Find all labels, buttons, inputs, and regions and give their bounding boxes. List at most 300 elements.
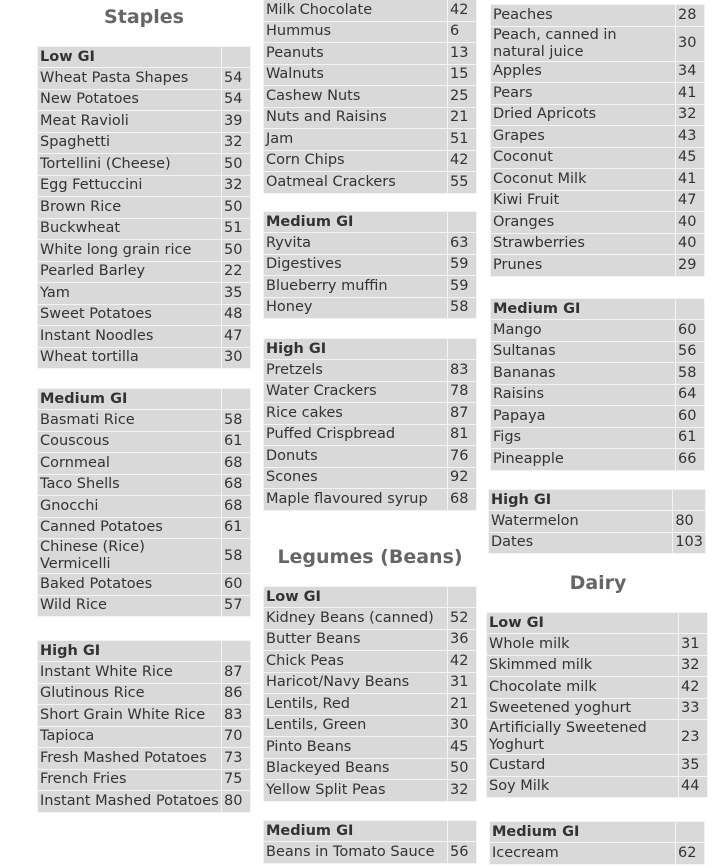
gi-value-cell: 6 xyxy=(448,21,477,43)
gi-value-cell: 70 xyxy=(222,726,251,748)
gi-value-cell: 62 xyxy=(676,843,705,865)
food-name-cell: Papaya xyxy=(491,406,676,428)
header-value-cell xyxy=(448,212,477,233)
food-name-cell: Tortellini (Cheese) xyxy=(38,154,222,176)
food-name-cell: Blueberry muffin xyxy=(264,276,448,298)
food-name-cell: Coconut Milk xyxy=(491,169,676,191)
table-row xyxy=(38,154,251,176)
table-row xyxy=(491,449,705,471)
food-name-cell: Digestives xyxy=(264,254,448,276)
gi-value-cell: 75 xyxy=(222,769,251,791)
food-name-cell: Lentils, Red xyxy=(264,694,448,716)
table-header-row xyxy=(490,822,705,843)
gi-value-cell: 54 xyxy=(222,89,251,111)
dairy-medium-gi-table xyxy=(489,821,705,865)
gi-value-cell: 32 xyxy=(222,132,251,154)
gi-value-cell: 23 xyxy=(679,720,708,755)
gi-value-cell: 33 xyxy=(679,698,708,720)
table-header-row xyxy=(487,613,708,634)
gi-value-cell: 21 xyxy=(448,694,477,716)
food-name-cell: Cornmeal xyxy=(38,453,222,475)
food-name-cell: French Fries xyxy=(38,769,222,791)
gi-category-header: Low GI xyxy=(38,47,222,68)
gi-value-cell: 58 xyxy=(222,410,251,432)
table-row xyxy=(38,748,251,770)
gi-value-cell: 15 xyxy=(448,64,477,86)
table-row xyxy=(38,410,251,432)
food-name-cell: Basmati Rice xyxy=(38,410,222,432)
food-name-cell: Kidney Beans (canned) xyxy=(264,608,448,630)
gi-value-cell: 30 xyxy=(448,715,477,737)
table-row xyxy=(38,496,251,518)
food-name-cell: Scones xyxy=(264,467,448,489)
gi-value-cell: 58 xyxy=(222,539,251,574)
gi-value-cell: 35 xyxy=(679,755,708,777)
gi-value-cell: 87 xyxy=(448,403,477,425)
table-row xyxy=(490,843,705,865)
table-row xyxy=(264,107,477,129)
table-row xyxy=(38,431,251,453)
table-row xyxy=(491,190,705,212)
food-name-cell: Grapes xyxy=(491,126,676,148)
food-name-cell: Nuts and Raisins xyxy=(264,107,448,129)
table-row xyxy=(491,255,705,277)
table-row xyxy=(38,595,251,617)
table-row xyxy=(264,360,477,382)
fruit-table xyxy=(490,4,705,277)
gi-value-cell: 45 xyxy=(676,147,705,169)
gi-value-cell: 36 xyxy=(448,629,477,651)
food-name-cell: Chinese (Rice) Vermicelli xyxy=(38,539,222,574)
snacks-high-gi-table xyxy=(263,338,477,511)
table-row xyxy=(264,254,477,276)
gi-value-cell: 68 xyxy=(222,453,251,475)
gi-value-cell: 83 xyxy=(222,705,251,727)
table-row xyxy=(264,233,477,255)
gi-value-cell: 28 xyxy=(676,5,705,27)
table-row xyxy=(264,150,477,172)
table-header-row xyxy=(38,641,251,662)
gi-value-cell: 47 xyxy=(222,326,251,348)
gi-value-cell: 45 xyxy=(448,737,477,759)
gi-value-cell: 54 xyxy=(222,68,251,90)
food-name-cell: Honey xyxy=(264,297,448,319)
table-row xyxy=(264,0,477,21)
gi-value-cell: 56 xyxy=(448,842,477,864)
staples-title: Staples xyxy=(104,6,184,28)
table-row xyxy=(38,261,251,283)
table-row xyxy=(491,147,705,169)
gi-value-cell: 47 xyxy=(676,190,705,212)
header-value-cell xyxy=(676,299,705,320)
table-row xyxy=(264,381,477,403)
food-name-cell: Yam xyxy=(38,283,222,305)
table-row xyxy=(264,21,477,43)
table-row xyxy=(38,769,251,791)
gi-value-cell: 25 xyxy=(448,86,477,108)
table-row xyxy=(487,634,708,656)
gi-value-cell: 50 xyxy=(222,197,251,219)
table-row xyxy=(264,842,477,864)
food-name-cell: Instant Noodles xyxy=(38,326,222,348)
table-row xyxy=(38,347,251,369)
table-header-row xyxy=(38,389,251,410)
gi-value-cell: 34 xyxy=(676,61,705,83)
food-name-cell: Butter Beans xyxy=(264,629,448,651)
table-row xyxy=(264,672,477,694)
table-row xyxy=(38,474,251,496)
food-name-cell: Wild Rice xyxy=(38,595,222,617)
gi-value-cell: 61 xyxy=(222,517,251,539)
food-name-cell: Raisins xyxy=(491,384,676,406)
food-name-cell: Oatmeal Crackers xyxy=(264,172,448,194)
table-row xyxy=(38,517,251,539)
food-name-cell: Icecream xyxy=(490,843,676,865)
food-name-cell: Dates xyxy=(489,532,673,554)
gi-value-cell: 87 xyxy=(222,662,251,684)
gi-value-cell: 68 xyxy=(448,489,477,511)
table-row xyxy=(491,341,705,363)
table-row xyxy=(264,43,477,65)
food-name-cell: Brown Rice xyxy=(38,197,222,219)
table-row xyxy=(491,384,705,406)
table-row xyxy=(491,320,705,342)
food-name-cell: Sultanas xyxy=(491,341,676,363)
table-row xyxy=(38,132,251,154)
table-row xyxy=(487,720,708,755)
food-name-cell: Canned Potatoes xyxy=(38,517,222,539)
gi-category-header: Medium GI xyxy=(264,821,448,842)
gi-value-cell: 30 xyxy=(676,26,705,61)
table-row xyxy=(489,532,706,554)
food-name-cell: Artificially Sweetened Yoghurt xyxy=(487,720,679,755)
table-row xyxy=(264,629,477,651)
header-value-cell xyxy=(679,613,708,634)
snacks-medium-gi-table xyxy=(263,211,477,319)
gi-category-header: High GI xyxy=(264,339,448,360)
food-name-cell: Gnocchi xyxy=(38,496,222,518)
table-row xyxy=(264,715,477,737)
table-row xyxy=(491,169,705,191)
table-row xyxy=(264,86,477,108)
dairy-low-gi-table xyxy=(486,612,708,798)
gi-value-cell: 73 xyxy=(222,748,251,770)
food-name-cell: Egg Fettuccini xyxy=(38,175,222,197)
food-name-cell: Cashew Nuts xyxy=(264,86,448,108)
food-name-cell: Peanuts xyxy=(264,43,448,65)
food-name-cell: Blackeyed Beans xyxy=(264,758,448,780)
gi-value-cell: 22 xyxy=(222,261,251,283)
gi-value-cell: 39 xyxy=(222,111,251,133)
food-name-cell: Buckwheat xyxy=(38,218,222,240)
food-name-cell: Sweet Potatoes xyxy=(38,304,222,326)
table-row xyxy=(38,197,251,219)
gi-value-cell: 80 xyxy=(222,791,251,813)
header-value-cell xyxy=(222,47,251,68)
table-row xyxy=(264,64,477,86)
food-name-cell: Custard xyxy=(487,755,679,777)
gi-category-header: Medium GI xyxy=(38,389,222,410)
staples-high-gi-table xyxy=(37,640,251,813)
food-name-cell: Instant White Rice xyxy=(38,662,222,684)
food-name-cell: Puffed Crispbread xyxy=(264,424,448,446)
header-value-cell xyxy=(222,389,251,410)
gi-value-cell: 41 xyxy=(676,83,705,105)
food-name-cell: Hummus xyxy=(264,21,448,43)
food-name-cell: Water Crackers xyxy=(264,381,448,403)
food-name-cell: Dried Apricots xyxy=(491,104,676,126)
legumes-medium-gi-table xyxy=(263,820,477,864)
snacks-table xyxy=(263,0,477,194)
food-name-cell: Pearled Barley xyxy=(38,261,222,283)
gi-value-cell: 35 xyxy=(222,283,251,305)
table-row xyxy=(491,5,705,27)
food-name-cell: Wheat tortilla xyxy=(38,347,222,369)
gi-value-cell: 40 xyxy=(676,212,705,234)
food-name-cell: Coconut xyxy=(491,147,676,169)
food-name-cell: Maple flavoured syrup xyxy=(264,489,448,511)
gi-value-cell: 21 xyxy=(448,107,477,129)
food-name-cell: Instant Mashed Potatoes xyxy=(38,791,222,813)
gi-value-cell: 40 xyxy=(676,233,705,255)
table-row xyxy=(264,403,477,425)
table-row xyxy=(491,212,705,234)
food-name-cell: Watermelon xyxy=(489,511,673,533)
food-name-cell: Pretzels xyxy=(264,360,448,382)
table-header-row xyxy=(264,212,477,233)
gi-category-header: High GI xyxy=(489,490,673,511)
table-row xyxy=(491,363,705,385)
table-row xyxy=(38,705,251,727)
gi-value-cell: 42 xyxy=(448,0,477,21)
table-row xyxy=(38,218,251,240)
table-row xyxy=(38,791,251,813)
table-row xyxy=(38,240,251,262)
table-row xyxy=(487,755,708,777)
gi-value-cell: 51 xyxy=(222,218,251,240)
header-value-cell xyxy=(448,821,477,842)
gi-value-cell: 50 xyxy=(448,758,477,780)
gi-value-cell: 60 xyxy=(676,320,705,342)
food-name-cell: Yellow Split Peas xyxy=(264,780,448,802)
food-name-cell: Kiwi Fruit xyxy=(491,190,676,212)
table-row xyxy=(264,758,477,780)
gi-value-cell: 63 xyxy=(448,233,477,255)
header-value-cell xyxy=(676,822,705,843)
food-name-cell: Chick Peas xyxy=(264,651,448,673)
gi-value-cell: 32 xyxy=(448,780,477,802)
table-row xyxy=(38,662,251,684)
header-value-cell xyxy=(222,641,251,662)
table-row xyxy=(491,427,705,449)
gi-category-header: Medium GI xyxy=(490,822,676,843)
gi-value-cell: 58 xyxy=(448,297,477,319)
table-row xyxy=(38,726,251,748)
gi-value-cell: 86 xyxy=(222,683,251,705)
food-name-cell: White long grain rice xyxy=(38,240,222,262)
table-row xyxy=(487,655,708,677)
table-row xyxy=(491,233,705,255)
table-row xyxy=(489,511,706,533)
gi-value-cell: 60 xyxy=(222,574,251,596)
gi-value-cell: 32 xyxy=(676,104,705,126)
food-name-cell: Baked Potatoes xyxy=(38,574,222,596)
gi-value-cell: 43 xyxy=(676,126,705,148)
gi-value-cell: 76 xyxy=(448,446,477,468)
header-value-cell xyxy=(673,490,706,511)
food-name-cell: Short Grain White Rice xyxy=(38,705,222,727)
gi-category-header: Medium GI xyxy=(264,212,448,233)
food-name-cell: Mango xyxy=(491,320,676,342)
gi-value-cell: 32 xyxy=(679,655,708,677)
gi-value-cell: 42 xyxy=(679,677,708,699)
table-row xyxy=(264,172,477,194)
gi-value-cell: 57 xyxy=(222,595,251,617)
gi-category-header: High GI xyxy=(38,641,222,662)
gi-value-cell: 103 xyxy=(673,532,706,554)
table-row xyxy=(264,780,477,802)
food-name-cell: Skimmed milk xyxy=(487,655,679,677)
food-name-cell: Strawberries xyxy=(491,233,676,255)
table-row xyxy=(264,737,477,759)
table-header-row xyxy=(264,587,477,608)
table-row xyxy=(491,61,705,83)
table-row xyxy=(38,89,251,111)
gi-value-cell: 30 xyxy=(222,347,251,369)
food-name-cell: Walnuts xyxy=(264,64,448,86)
table-row xyxy=(491,126,705,148)
food-name-cell: Taco Shells xyxy=(38,474,222,496)
table-row xyxy=(264,424,477,446)
gi-category-header: Medium GI xyxy=(491,299,676,320)
table-row xyxy=(491,406,705,428)
food-name-cell: Meat Ravioli xyxy=(38,111,222,133)
table-row xyxy=(491,83,705,105)
food-name-cell: Lentils, Green xyxy=(264,715,448,737)
header-value-cell xyxy=(448,587,477,608)
gi-value-cell: 55 xyxy=(448,172,477,194)
gi-category-header: Low GI xyxy=(264,587,448,608)
table-row xyxy=(38,68,251,90)
gi-value-cell: 66 xyxy=(676,449,705,471)
food-name-cell: Pinto Beans xyxy=(264,737,448,759)
gi-value-cell: 52 xyxy=(448,608,477,630)
table-row xyxy=(264,129,477,151)
gi-value-cell: 48 xyxy=(222,304,251,326)
table-row xyxy=(491,104,705,126)
table-row xyxy=(38,283,251,305)
food-name-cell: Bananas xyxy=(491,363,676,385)
table-row xyxy=(264,694,477,716)
food-name-cell: Pears xyxy=(491,83,676,105)
gi-value-cell: 32 xyxy=(222,175,251,197)
gi-value-cell: 58 xyxy=(676,363,705,385)
table-row xyxy=(38,175,251,197)
food-name-cell: Pineapple xyxy=(491,449,676,471)
gi-value-cell: 64 xyxy=(676,384,705,406)
food-name-cell: Chocolate milk xyxy=(487,677,679,699)
food-name-cell: Soy Milk xyxy=(487,776,679,798)
gi-value-cell: 59 xyxy=(448,254,477,276)
food-name-cell: Beans in Tomato Sauce xyxy=(264,842,448,864)
fruit-high-gi-table xyxy=(488,489,706,554)
gi-value-cell: 68 xyxy=(222,474,251,496)
food-name-cell: Oranges xyxy=(491,212,676,234)
gi-value-cell: 13 xyxy=(448,43,477,65)
table-row xyxy=(264,276,477,298)
table-row xyxy=(38,574,251,596)
food-name-cell: Whole milk xyxy=(487,634,679,656)
food-name-cell: Couscous xyxy=(38,431,222,453)
staples-medium-gi-table xyxy=(37,388,251,617)
table-header-row xyxy=(38,47,251,68)
table-row xyxy=(487,776,708,798)
food-name-cell: Fresh Mashed Potatoes xyxy=(38,748,222,770)
gi-value-cell: 56 xyxy=(676,341,705,363)
table-header-row xyxy=(264,821,477,842)
food-name-cell: Haricot/Navy Beans xyxy=(264,672,448,694)
table-row xyxy=(264,651,477,673)
gi-value-cell: 31 xyxy=(679,634,708,656)
gi-value-cell: 78 xyxy=(448,381,477,403)
food-name-cell: Glutinous Rice xyxy=(38,683,222,705)
table-header-row xyxy=(264,339,477,360)
gi-value-cell: 50 xyxy=(222,154,251,176)
table-row xyxy=(487,698,708,720)
table-row xyxy=(264,446,477,468)
gi-value-cell: 61 xyxy=(676,427,705,449)
gi-value-cell: 92 xyxy=(448,467,477,489)
food-name-cell: Ryvita xyxy=(264,233,448,255)
gi-value-cell: 41 xyxy=(676,169,705,191)
food-name-cell: Prunes xyxy=(491,255,676,277)
gi-value-cell: 51 xyxy=(448,129,477,151)
food-name-cell: Milk Chocolate xyxy=(264,0,448,21)
legumes-title: Legumes (Beans) xyxy=(277,546,463,568)
gi-category-header: Low GI xyxy=(487,613,679,634)
food-name-cell: Jam xyxy=(264,129,448,151)
food-name-cell: New Potatoes xyxy=(38,89,222,111)
food-name-cell: Donuts xyxy=(264,446,448,468)
dairy-title: Dairy xyxy=(569,572,627,594)
gi-value-cell: 61 xyxy=(222,431,251,453)
table-header-row xyxy=(489,490,706,511)
gi-value-cell: 68 xyxy=(222,496,251,518)
table-row xyxy=(38,539,251,574)
table-row xyxy=(38,683,251,705)
food-name-cell: Peaches xyxy=(491,5,676,27)
legumes-low-gi-table xyxy=(263,586,477,802)
gi-value-cell: 83 xyxy=(448,360,477,382)
gi-value-cell: 31 xyxy=(448,672,477,694)
food-name-cell: Rice cakes xyxy=(264,403,448,425)
table-row xyxy=(264,489,477,511)
table-row xyxy=(38,304,251,326)
table-header-row xyxy=(491,299,705,320)
food-name-cell: Sweetened yoghurt xyxy=(487,698,679,720)
table-row xyxy=(264,297,477,319)
gi-value-cell: 50 xyxy=(222,240,251,262)
table-row xyxy=(38,111,251,133)
table-row xyxy=(487,677,708,699)
table-row xyxy=(38,326,251,348)
food-name-cell: Corn Chips xyxy=(264,150,448,172)
food-name-cell: Apples xyxy=(491,61,676,83)
table-row xyxy=(491,26,705,61)
food-name-cell: Spaghetti xyxy=(38,132,222,154)
food-name-cell: Figs xyxy=(491,427,676,449)
food-name-cell: Peach, canned in natural juice xyxy=(491,26,676,61)
